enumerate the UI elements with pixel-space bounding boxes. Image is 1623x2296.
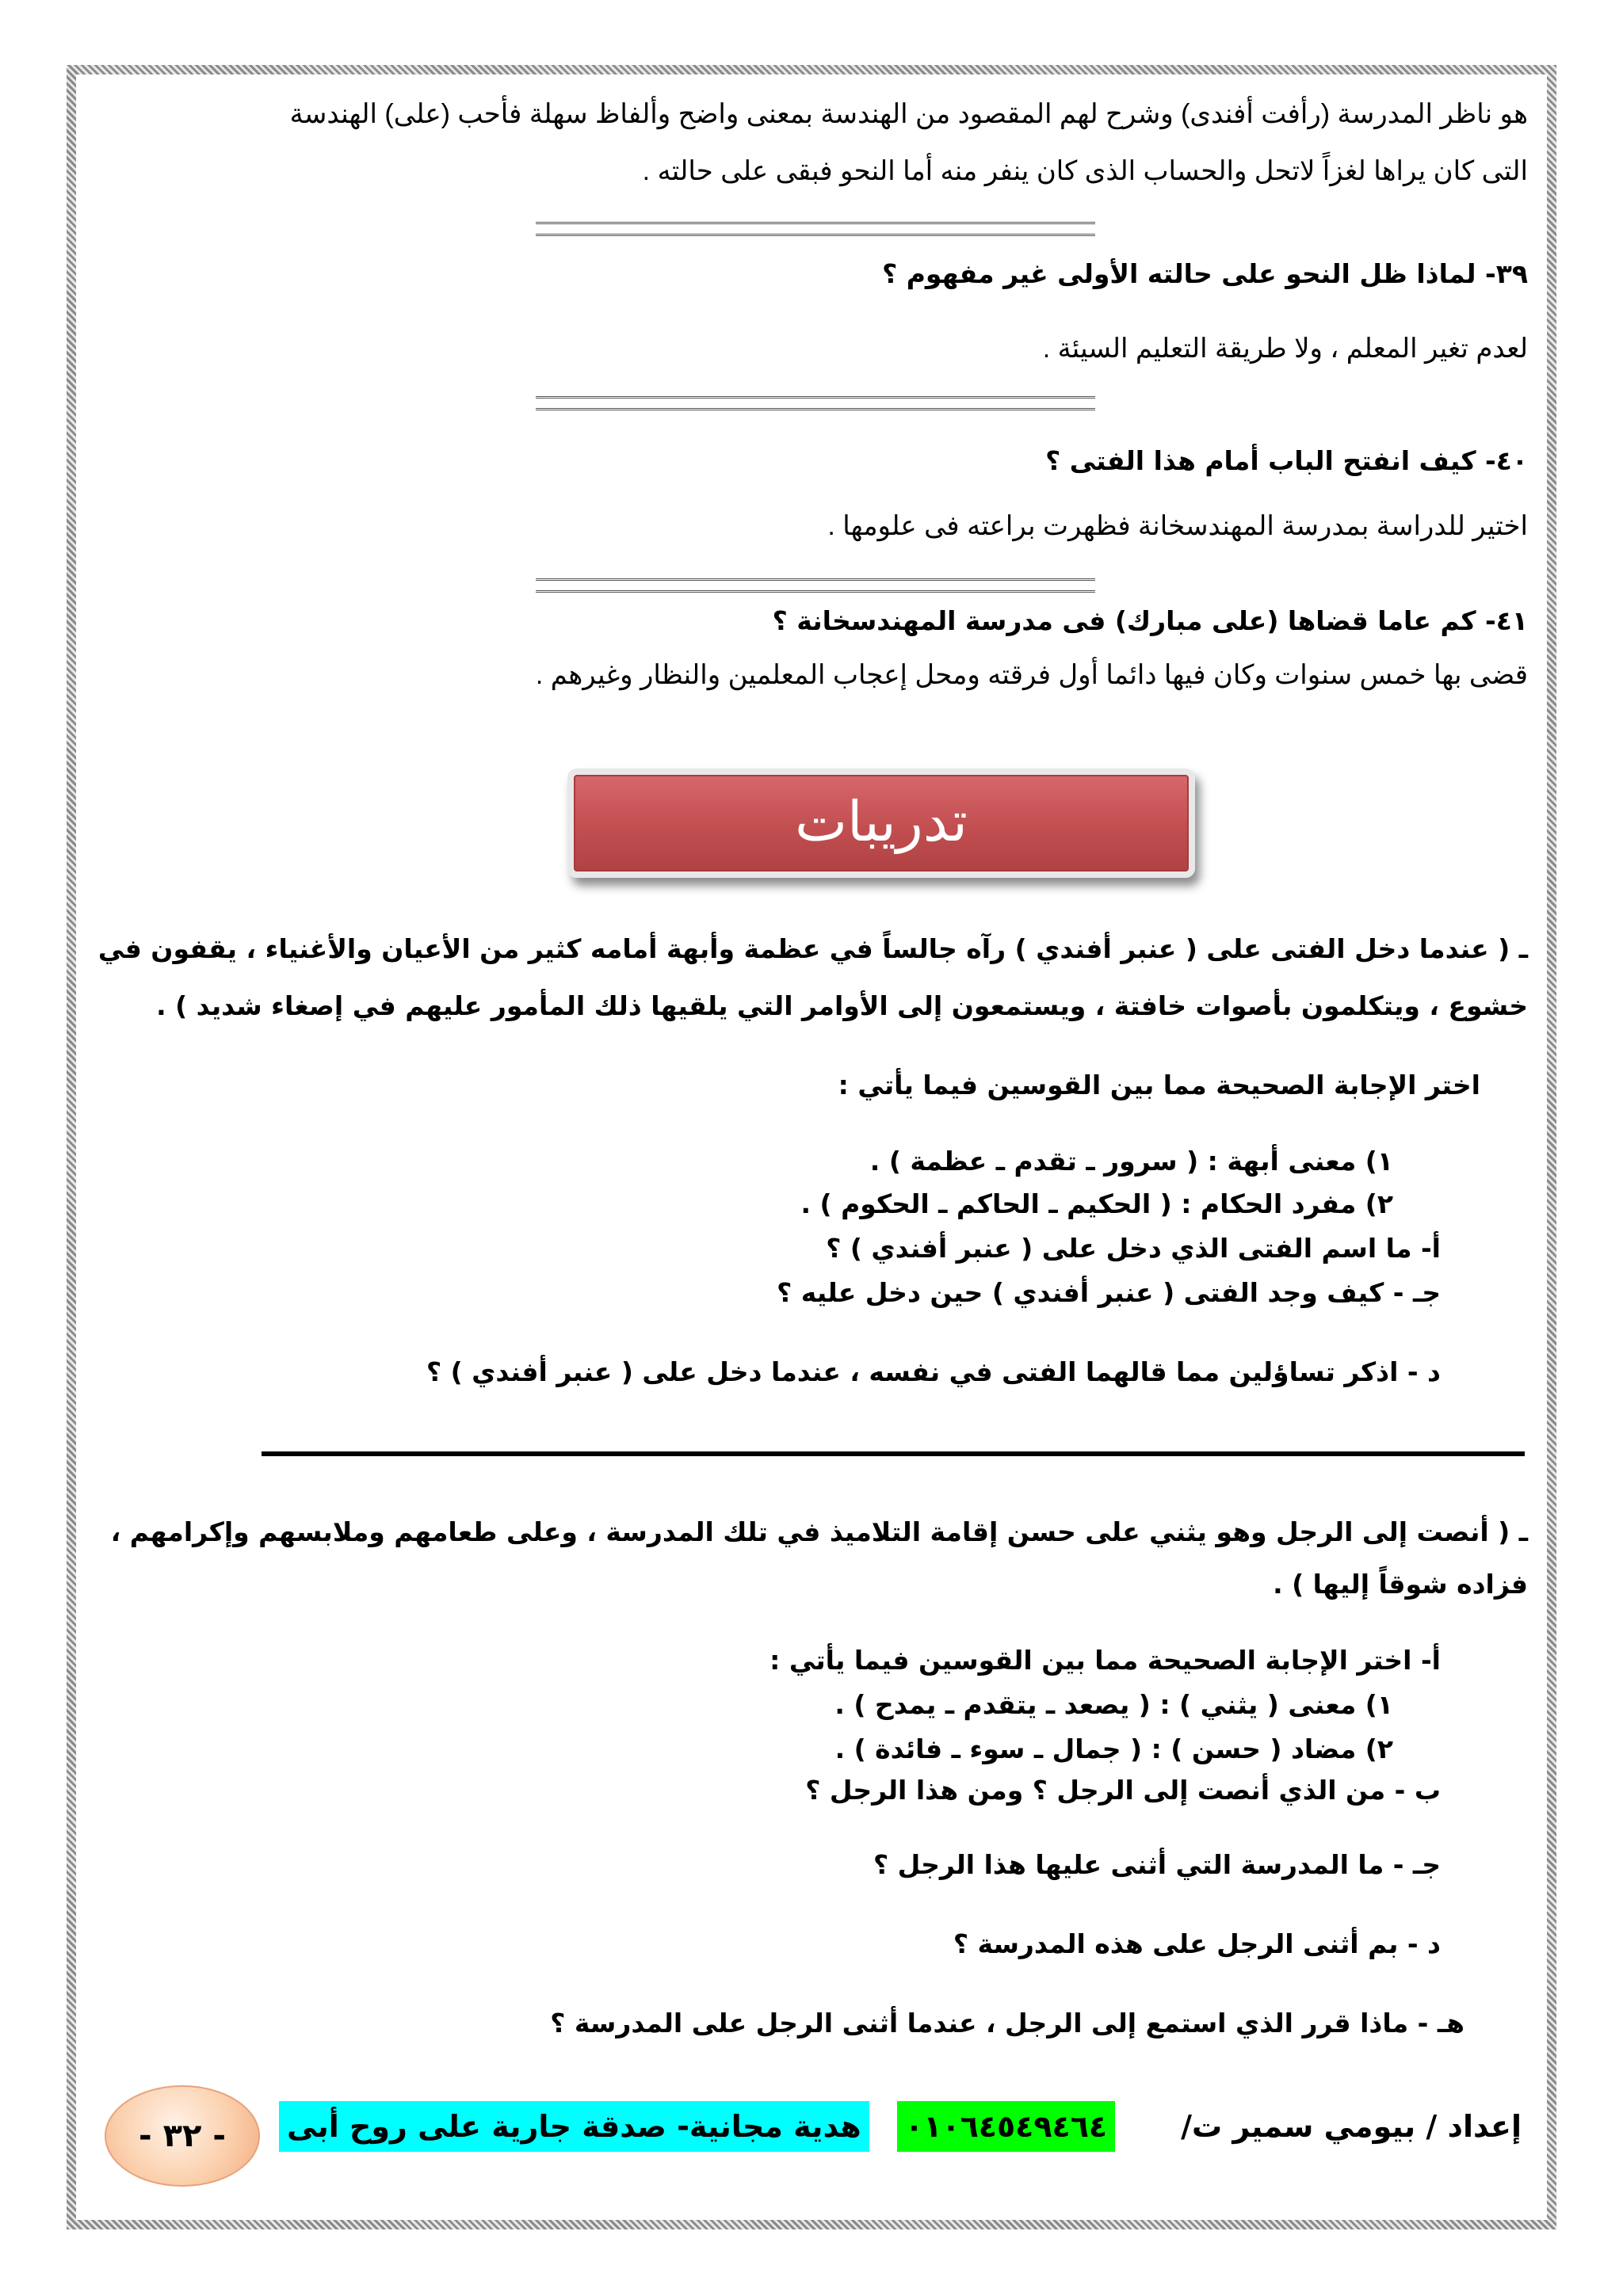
exercise-2-item: هـ - ماذا قرر الذي استمع إلى الرجل ، عندما أثنى الرجل على المدرسة ؟ bbox=[550, 2008, 1465, 2039]
exercise-2-passage-line-2: فزاده شوقاً إليها ) . bbox=[1273, 1569, 1528, 1600]
footer-phone: ٠١٠٦٤٥٤٩٤٦٤ bbox=[897, 2101, 1115, 2152]
answer-40: اختير للدراسة بمدرسة المهندسخانة فظهرت براعته فى علومها . bbox=[827, 511, 1528, 541]
horizontal-rule bbox=[262, 1451, 1525, 1456]
question-39: ٣٩- لماذا ظل النحو على حالته الأولى غير مفهوم ؟ bbox=[882, 258, 1528, 289]
separator bbox=[536, 578, 1095, 593]
exercise-2-passage-line-1: ـ ( أنصت إلى الرجل وهو يثني على حسن إقامة التلاميذ في تلك المدرسة ، وعلى طعامهم وملابسهم وإكرامهم ، bbox=[110, 1516, 1528, 1547]
exercise-1-item: جـ - كيف وجد الفتى ( عنبر أفندي ) حين دخل عليه ؟ bbox=[777, 1277, 1441, 1308]
answer-41: قضى بها خمس سنوات وكان فيها دائما أول فرقته ومحل إعجاب المعلمين والنظار وغيرهم . bbox=[535, 660, 1528, 690]
intro-line-2: التى كان يراها لغزاً لاتحل والحساب الذى كان ينفر منه أما النحو فبقى على حالته . bbox=[642, 156, 1528, 186]
footer-gift: هدية مجانية- صدقة جارية على روح أبى bbox=[279, 2101, 869, 2152]
exercise-1-item: أ- ما اسم الفتى الذي دخل على ( عنبر أفندي ) ؟ bbox=[826, 1233, 1441, 1264]
answer-39: لعدم تغير المعلم ، ولا طريقة التعليم السيئة . bbox=[1042, 334, 1528, 364]
exercise-1-passage-line-1: ـ ( عندما دخل الفتى على ( عنبر أفندي ) رآه جالساً في عظمة وأبهة أمامه كثير من الأعيان والأغنياء ، يقفون في bbox=[97, 933, 1528, 964]
exercise-2-item: أ- اختر الإجابة الصحيحة مما بين القوسين فيما يأتي : bbox=[769, 1645, 1441, 1676]
exercise-1-instruction: اختر الإجابة الصحيحة مما بين القوسين فيما يأتي : bbox=[838, 1070, 1480, 1100]
exercise-1-item: د - اذكر تساؤلين مما قالهما الفتى في نفسه ، عندما دخل على ( عنبر أفندي ) ؟ bbox=[426, 1356, 1441, 1387]
exercise-1-passage-line-2: خشوع ، ويتكلمون بأصوات خافتة ، ويستمعون إلى الأوامر التي يلقيها ذلك المأمور عليهم في إصغاء شديد ) . bbox=[156, 990, 1528, 1021]
page-number: - ٣٢ - bbox=[105, 2085, 260, 2187]
exercise-1-item: ١) معنى أبهة : ( سرور ـ تقدم ـ عظمة ) . bbox=[869, 1146, 1393, 1177]
question-40: ٤٠- كيف انفتح الباب أمام هذا الفتى ؟ bbox=[1045, 445, 1528, 476]
question-41: ٤١- كم عاما قضاها (على مبارك) فى مدرسة المهندسخانة ؟ bbox=[772, 605, 1528, 636]
footer-author: إعداد / بيومي سمير ت/ bbox=[1181, 2109, 1522, 2144]
section-banner: تدريبات bbox=[567, 769, 1195, 878]
exercise-2-item: ٢) مضاد ( حسن ) : ( جمال ـ سوء ـ فائدة ) . bbox=[834, 1733, 1393, 1764]
separator bbox=[536, 396, 1095, 410]
separator bbox=[536, 222, 1095, 236]
exercise-1-item: ٢) مفرد الحكام : ( الحكيم ـ الحاكم ـ الحكوم ) . bbox=[800, 1188, 1393, 1219]
exercise-2-item: جـ - ما المدرسة التي أثنى عليها هذا الرجل ؟ bbox=[873, 1849, 1441, 1880]
exercise-2-item: د - بم أثنى الرجل على هذه المدرسة ؟ bbox=[953, 1928, 1441, 1959]
exercise-2-item: ١) معنى ( يثني ) : ( يصعد ـ يتقدم ـ يمدح ) . bbox=[834, 1689, 1393, 1720]
intro-line-1: هو ناظر المدرسة (رأفت أفندى) وشرح لهم المقصود من الهندسة بمعنى واضح وألفاظ سهلة فأحب (على) الهندسة bbox=[289, 99, 1528, 129]
exercise-2-item: ب - من الذي أنصت إلى الرجل ؟ ومن هذا الرجل ؟ bbox=[805, 1775, 1441, 1806]
